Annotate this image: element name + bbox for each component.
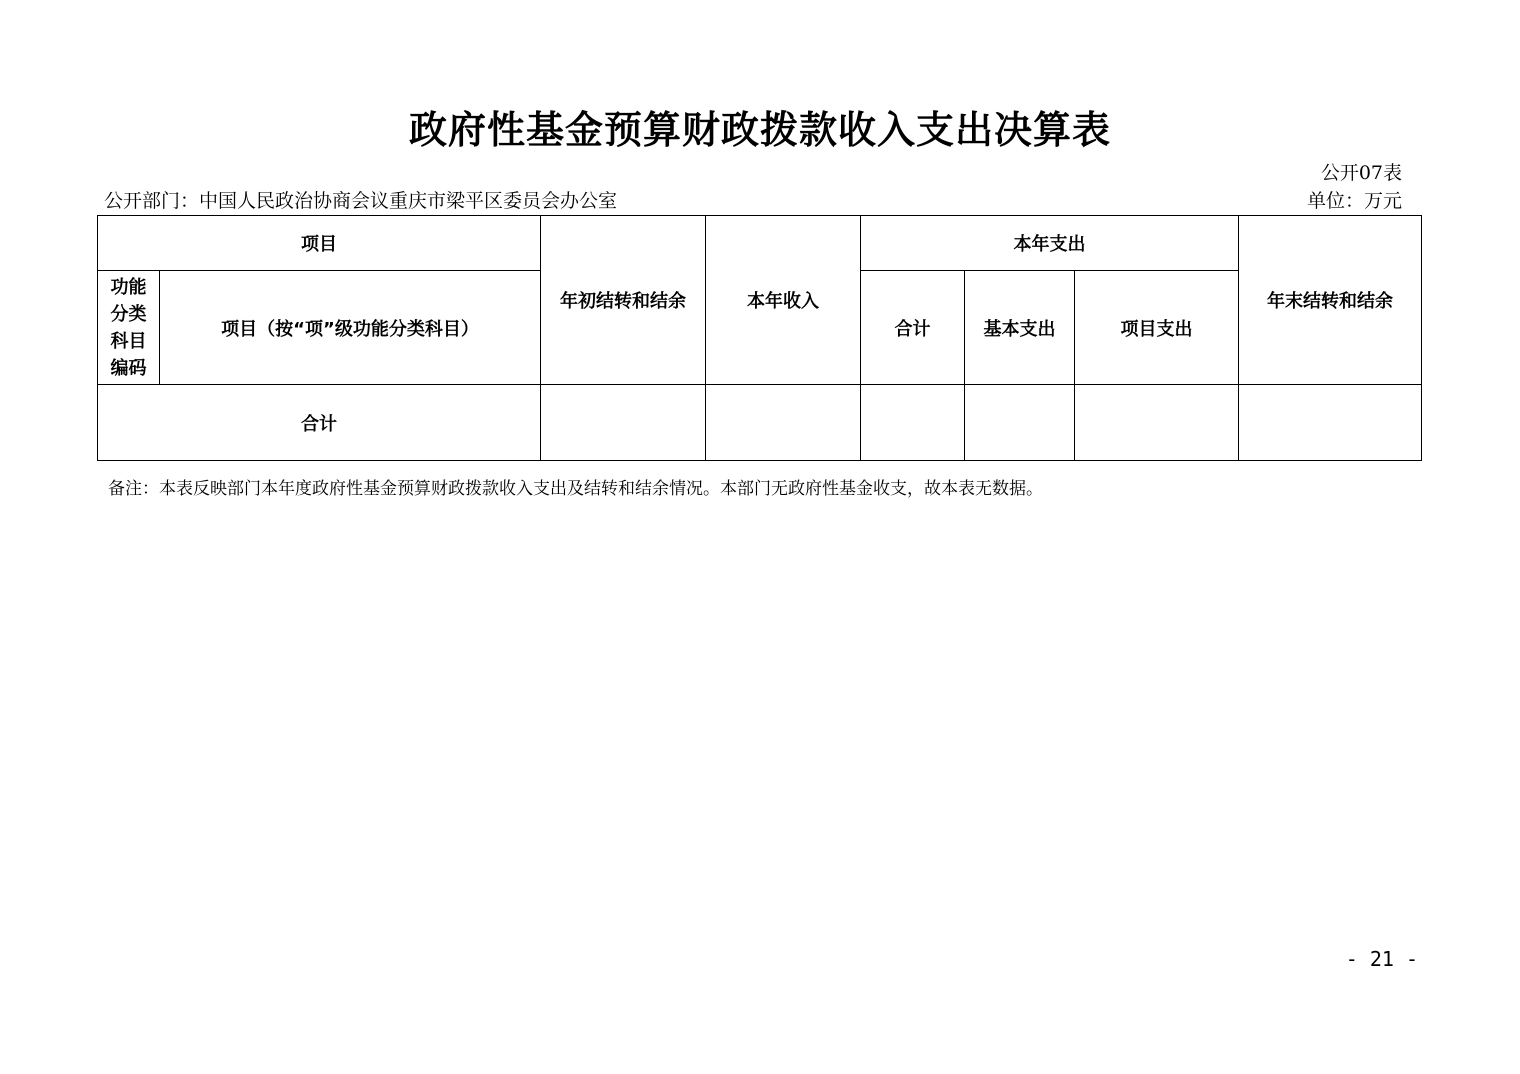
header-basic-expense: 基本支出 <box>965 271 1075 385</box>
unit-label: 单位：万元 <box>1306 190 1402 212</box>
header-code-line-2: 分类 <box>110 303 147 325</box>
page-title: 政府性基金预算财政拨款收入支出决算表 <box>408 107 1111 152</box>
total-project-expense <box>1075 385 1239 461</box>
total-opening-balance <box>541 385 706 461</box>
header-item: 项目 <box>98 216 541 271</box>
total-basic-expense <box>965 385 1075 461</box>
header-income: 本年收入 <box>706 216 861 385</box>
header-project-expense: 项目支出 <box>1075 271 1239 385</box>
table-row <box>98 385 1422 461</box>
header-expense: 本年支出 <box>861 216 1239 271</box>
table-note: 备注：本表反映部门本年度政府性基金预算财政拨款收入支出及结转和结余情况。本部门无政府性基金收支，故本表无数据。 <box>108 479 1043 499</box>
department-label: 公开部门：中国人民政治协商会议重庆市梁平区委员会办公室 <box>104 190 618 212</box>
budget-table <box>97 215 1422 461</box>
form-code: 公开07表 <box>1320 162 1402 184</box>
page-number: - 21 - <box>1345 947 1418 971</box>
header-item-detail: 项目（按“项”级功能分类科目） <box>160 271 541 385</box>
total-closing-balance <box>1239 385 1422 461</box>
header-closing-balance: 年末结转和结余 <box>1239 216 1422 385</box>
header-code-line-4: 编码 <box>110 357 147 379</box>
total-expense <box>861 385 965 461</box>
header-code-line-1: 功能 <box>110 276 147 298</box>
total-income <box>706 385 861 461</box>
header-expense-total: 合计 <box>861 271 965 385</box>
header-opening-balance: 年初结转和结余 <box>541 216 706 385</box>
total-label: 合计 <box>98 385 541 461</box>
header-code-line-3: 科目 <box>110 330 147 352</box>
header-function-code <box>98 271 160 385</box>
